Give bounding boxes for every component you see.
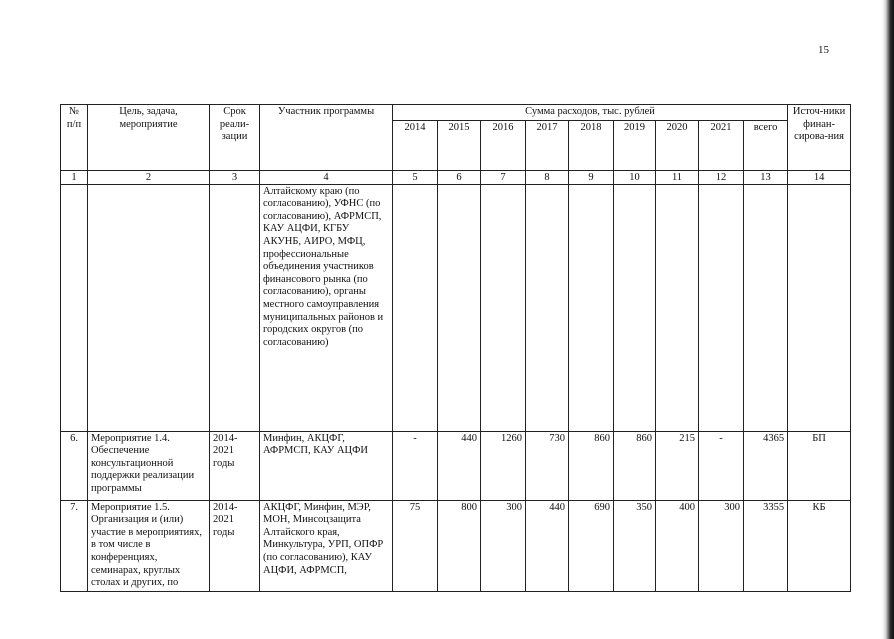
header-row-top: [61, 105, 851, 121]
row-value: 440: [438, 431, 481, 500]
header-participant: Участник программы: [260, 105, 393, 171]
header-year: 2021: [699, 120, 744, 170]
row-source: КБ: [788, 500, 851, 591]
row-participant: Минфин, АКЦФГ, АФРМСП, КАУ АЦФИ: [260, 431, 393, 500]
row-value: 300: [481, 500, 526, 591]
row-goal: [88, 184, 210, 431]
header-year: 2016: [481, 120, 526, 170]
row-total: [744, 184, 788, 431]
row-goal: Мероприятие 1.5. Организация и (или) участие в мероприятиях, в том числе в конференциях, семинарах, круглых столах и других, по: [88, 500, 210, 591]
budget-table: [60, 104, 851, 592]
header-year: 2015: [438, 120, 481, 170]
row-value: 860: [614, 431, 656, 500]
row-value: [569, 184, 614, 431]
column-number: 13: [744, 170, 788, 184]
row-value: [526, 184, 569, 431]
row-term: 2014-2021 годы: [210, 431, 260, 500]
table-row: [61, 431, 851, 500]
column-number: 10: [614, 170, 656, 184]
column-number: 14: [788, 170, 851, 184]
row-value: [438, 184, 481, 431]
row-value: 800: [438, 500, 481, 591]
row-value: 730: [526, 431, 569, 500]
column-number: 5: [393, 170, 438, 184]
column-number: 2: [88, 170, 210, 184]
column-numbers-row: [61, 170, 851, 184]
scan-page-edge: [882, 0, 894, 639]
header-year: 2018: [569, 120, 614, 170]
column-number: 12: [699, 170, 744, 184]
header-sum: Сумма расходов, тыс. рублей: [393, 105, 788, 121]
column-number: 1: [61, 170, 88, 184]
header-year: 2020: [656, 120, 699, 170]
row-value: 860: [569, 431, 614, 500]
column-number: 4: [260, 170, 393, 184]
column-number: 9: [569, 170, 614, 184]
header-year: 2019: [614, 120, 656, 170]
row-value: 75: [393, 500, 438, 591]
row-value: 1260: [481, 431, 526, 500]
row-participant: АКЦФГ, Минфин, МЭР, МОН, Минсоцзащита Алтайского края, Минкультура, УРП, ОПФР (по согласованию), КАУ АЦФИ, АФРМСП,: [260, 500, 393, 591]
row-num: 7.: [61, 500, 88, 591]
row-value: [393, 184, 438, 431]
header-goal: Цель, задача, мероприятие: [88, 105, 210, 171]
header-num: № п/п: [61, 105, 88, 171]
row-source: БП: [788, 431, 851, 500]
table-row: [61, 184, 851, 431]
header-year: 2014: [393, 120, 438, 170]
column-number: 3: [210, 170, 260, 184]
page-number: 15: [818, 44, 829, 56]
row-total: 3355: [744, 500, 788, 591]
row-participant: Алтайскому краю (по согласованию), УФНС (по согласованию), АФРМСП, КАУ АЦФИ, КГБУ АКУНБ, АИРО, МФЦ, профессиональные объединения участников финансового рынка (по согласованию), органы местного самоуправления муниципальных районов и городских округов (по согласованию): [260, 184, 393, 431]
row-value: 300: [699, 500, 744, 591]
row-term: [210, 184, 260, 431]
table-row: [61, 500, 851, 591]
row-value: -: [393, 431, 438, 500]
row-value: 440: [526, 500, 569, 591]
row-source: [788, 184, 851, 431]
row-value: 400: [656, 500, 699, 591]
row-value: 350: [614, 500, 656, 591]
column-number: 6: [438, 170, 481, 184]
column-number: 8: [526, 170, 569, 184]
row-total: 4365: [744, 431, 788, 500]
header-source: Источ-ники финан-сирова-ния: [788, 105, 851, 171]
row-value: [481, 184, 526, 431]
header-total: всего: [744, 120, 788, 170]
row-num: [61, 184, 88, 431]
row-value: 215: [656, 431, 699, 500]
row-num: 6.: [61, 431, 88, 500]
column-number: 11: [656, 170, 699, 184]
row-value: [614, 184, 656, 431]
row-goal: Мероприятие 1.4. Обеспечение консультационной поддержки реализации программы: [88, 431, 210, 500]
row-value: [699, 184, 744, 431]
header-term: Срок реали-зации: [210, 105, 260, 171]
row-value: 690: [569, 500, 614, 591]
header-year: 2017: [526, 120, 569, 170]
row-value: -: [699, 431, 744, 500]
column-number: 7: [481, 170, 526, 184]
row-term: 2014-2021 годы: [210, 500, 260, 591]
row-value: [656, 184, 699, 431]
